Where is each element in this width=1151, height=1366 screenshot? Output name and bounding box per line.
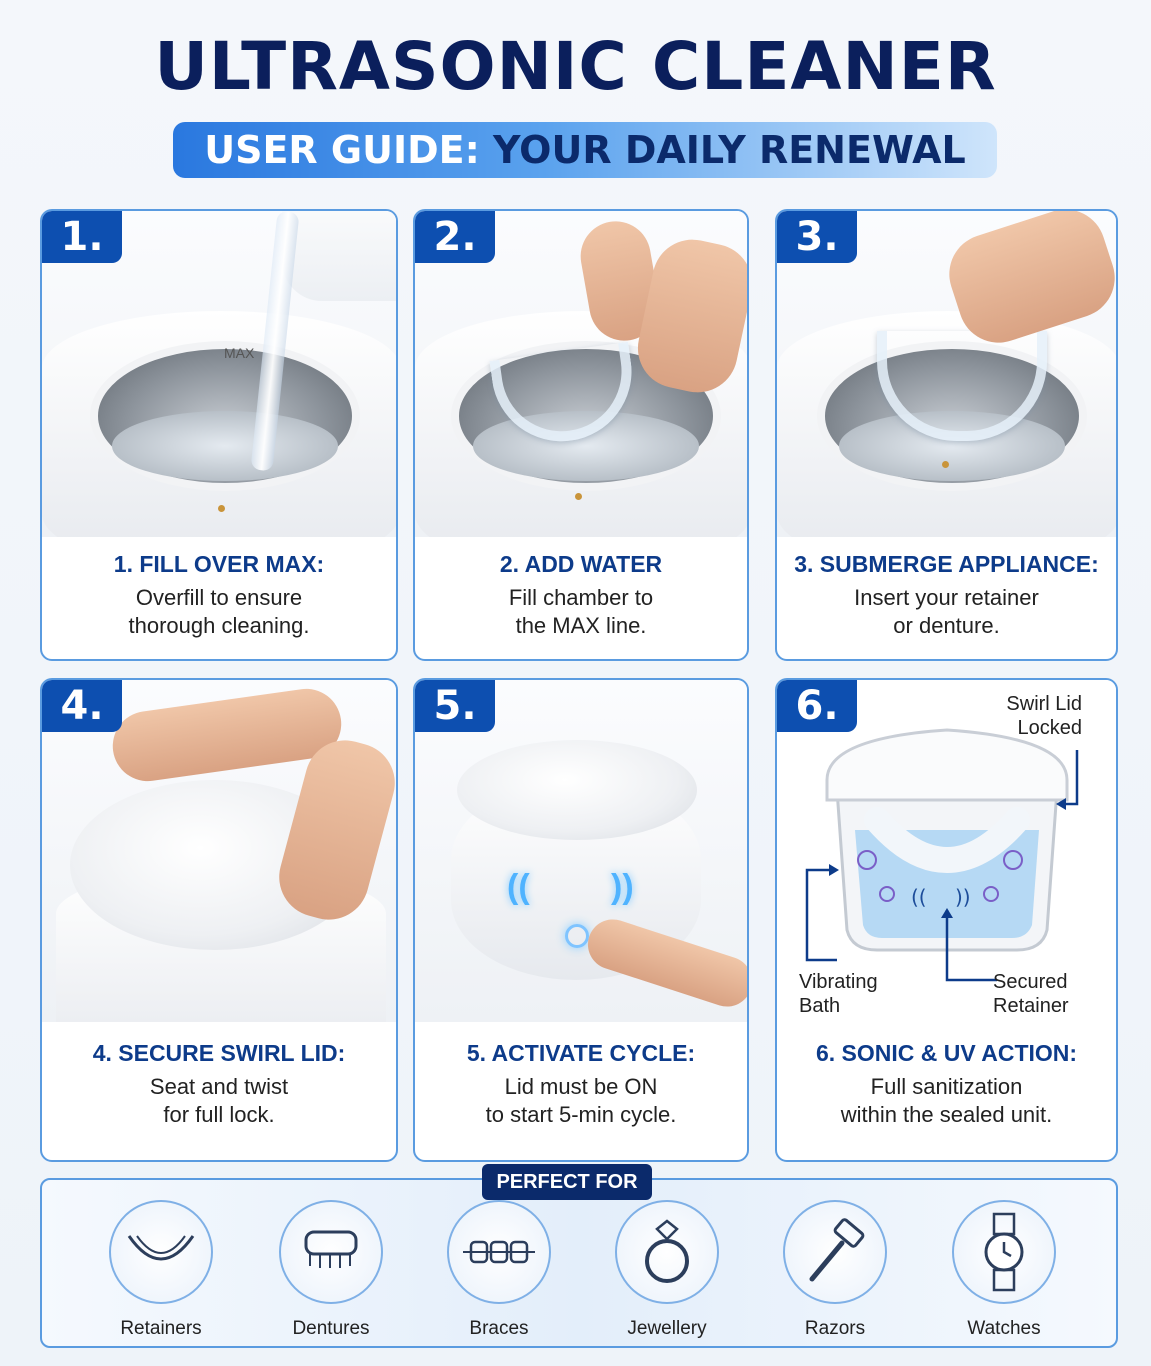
indicator-dot bbox=[942, 461, 949, 468]
pitcher-icon bbox=[282, 211, 396, 301]
use-label: Retainers bbox=[120, 1318, 202, 1339]
use-item-braces bbox=[434, 1200, 564, 1340]
step-caption bbox=[415, 1040, 747, 1129]
step-desc-line: Insert your retainer bbox=[854, 585, 1039, 610]
step-caption bbox=[777, 551, 1116, 640]
retainer-label bbox=[993, 970, 1069, 1018]
step-card-4 bbox=[40, 678, 398, 1162]
subtitle-banner bbox=[173, 122, 997, 178]
max-marking: MAX bbox=[224, 345, 255, 361]
use-item-dentures bbox=[266, 1200, 396, 1340]
svg-text:((: (( bbox=[911, 885, 927, 909]
use-label: Dentures bbox=[292, 1318, 370, 1339]
retainer-label-line: Retainer bbox=[993, 995, 1069, 1017]
step-desc-line: within the sealed unit. bbox=[840, 1102, 1053, 1127]
sonic-wave-icon: )) bbox=[611, 868, 634, 906]
step-number: 4. bbox=[42, 680, 122, 732]
bath-label-line: Vibrating bbox=[799, 971, 878, 993]
step-desc-line: thorough cleaning. bbox=[128, 613, 310, 638]
use-label: Razors bbox=[804, 1318, 866, 1339]
step-desc-line: Fill chamber to bbox=[508, 585, 654, 610]
use-item-watches bbox=[939, 1200, 1069, 1340]
step-desc-line: the MAX line. bbox=[515, 613, 647, 638]
step-desc-line: for full lock. bbox=[163, 1102, 275, 1127]
step-caption bbox=[42, 1040, 396, 1129]
perfect-for-tag: PERFECT FOR bbox=[482, 1164, 652, 1200]
step-card-1 bbox=[40, 209, 398, 661]
watch-icon bbox=[952, 1200, 1056, 1304]
indicator-dot bbox=[218, 505, 225, 512]
step-desc-line: to start 5-min cycle. bbox=[485, 1102, 677, 1127]
step-number: 1. bbox=[42, 211, 122, 263]
step-desc-line: Seat and twist bbox=[149, 1074, 289, 1099]
step-card-2 bbox=[413, 209, 749, 661]
step-title: 1. FILL OVER MAX: bbox=[113, 551, 325, 577]
use-item-retainers bbox=[96, 1200, 226, 1340]
ring-icon bbox=[615, 1200, 719, 1304]
water-surface bbox=[112, 411, 338, 481]
retainer-icon bbox=[109, 1200, 213, 1304]
step-title: 2. ADD WATER bbox=[499, 551, 663, 577]
use-label: Watches bbox=[967, 1318, 1041, 1339]
step-number: 5. bbox=[415, 680, 495, 732]
use-item-razors bbox=[770, 1200, 900, 1340]
step-caption bbox=[777, 1040, 1116, 1129]
step-desc-line: or denture. bbox=[893, 613, 1000, 638]
step-title: 3. SUBMERGE APPLIANCE: bbox=[794, 551, 1099, 577]
bath-label bbox=[799, 970, 878, 1018]
use-item-jewellery bbox=[602, 1200, 732, 1340]
svg-text:)): )) bbox=[955, 885, 971, 909]
use-label: Jewellery bbox=[627, 1318, 707, 1339]
razor-icon bbox=[783, 1200, 887, 1304]
subtitle-prefix: USER GUIDE: bbox=[204, 128, 480, 172]
retainer-label-line: Secured bbox=[993, 971, 1068, 993]
step-card-3 bbox=[775, 209, 1118, 661]
page-title: ULTRASONIC CLEANER bbox=[154, 28, 997, 105]
step-desc-line: Overfill to ensure bbox=[135, 585, 303, 610]
step-number: 6. bbox=[777, 680, 857, 732]
step-title: 4. SECURE SWIRL LID: bbox=[92, 1040, 346, 1066]
lid-label-line: Locked bbox=[1017, 717, 1082, 739]
use-label: Braces bbox=[469, 1318, 529, 1339]
denture-icon bbox=[279, 1200, 383, 1304]
step-number: 3. bbox=[777, 211, 857, 263]
power-button-icon bbox=[565, 924, 589, 948]
subtitle-text: YOUR DAILY RENEWAL bbox=[493, 128, 966, 172]
step-card-6 bbox=[775, 678, 1118, 1162]
sonic-wave-icon: (( bbox=[507, 868, 530, 906]
step-desc-line: Lid must be ON bbox=[504, 1074, 658, 1099]
step-caption bbox=[42, 551, 396, 640]
step-desc-line: Full sanitization bbox=[870, 1074, 1023, 1099]
step-card-5 bbox=[413, 678, 749, 1162]
step-title: 6. SONIC & UV ACTION: bbox=[815, 1040, 1078, 1066]
bath-label-line: Bath bbox=[799, 995, 841, 1017]
braces-icon bbox=[447, 1200, 551, 1304]
lid-label bbox=[1006, 692, 1082, 740]
swirl-lid bbox=[457, 740, 697, 840]
lid-label-line: Swirl Lid bbox=[1006, 693, 1082, 715]
step-caption bbox=[415, 551, 747, 640]
step-title: 5. ACTIVATE CYCLE: bbox=[466, 1040, 696, 1066]
indicator-dot bbox=[575, 493, 582, 500]
step-number: 2. bbox=[415, 211, 495, 263]
